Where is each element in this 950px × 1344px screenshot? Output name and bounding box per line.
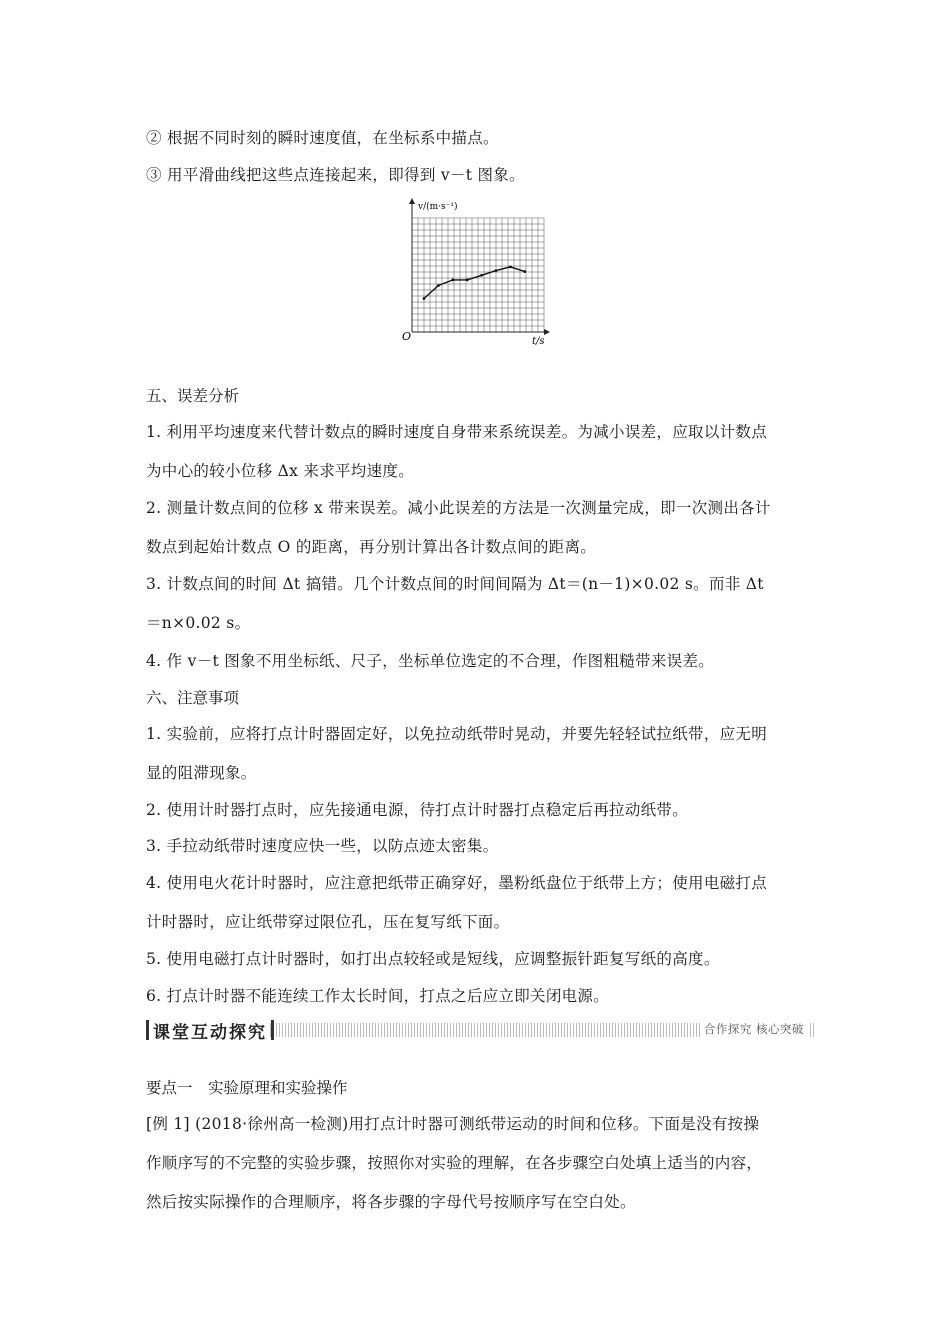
error-item-2b: 数点到起始计数点 O 的距离，再分别计算出各计数点间的距离。 <box>146 538 597 556</box>
note-item-4b: 计时器时，应让纸带穿过限位孔，压在复写纸下面。 <box>146 913 510 931</box>
error-item-2a: 2. 测量计数点间的位移 x 带来误差。减小此误差的方法是一次测量完成，即一次测出各计 <box>146 499 771 517</box>
x-axis-arrow <box>544 329 550 335</box>
y-axis-arrow <box>409 198 415 204</box>
banner-bar-right <box>271 1020 274 1040</box>
example-1-line-b: 作顺序写的不完整的实验步骤，按照你对实验的理解，在各步骤空白处填上适当的内容， <box>146 1154 763 1172</box>
v-t-graph <box>396 196 552 346</box>
data-point <box>423 297 426 300</box>
note-item-6: 6. 打点计时器不能连续工作太长时间，打点之后应立即关闭电源。 <box>146 987 610 1005</box>
note-item-4a: 4. 使用电火花计时器时，应注意把纸带正确穿好，墨粉纸盘位于纸带上方；使用电磁打点 <box>146 874 768 892</box>
data-point <box>495 269 498 272</box>
error-item-1a: 1. 利用平均速度来代替计数点的瞬时速度自身带来系统误差。为减小误差，应取以计数点 <box>146 423 768 441</box>
banner-left <box>146 1018 274 1042</box>
note-item-1b: 显的阻滞现象。 <box>146 764 257 782</box>
data-point <box>523 270 526 273</box>
y-axis-label: v/(m·s⁻¹) <box>418 202 458 212</box>
banner-subtitle: 合作探究 核心突破 <box>700 1021 808 1037</box>
note-item-2: 2. 使用计时器打点时，应先接通电源，待打点计时器打点稳定后再拉动纸带。 <box>146 801 689 819</box>
error-item-3a: 3. 计数点间的时间 Δt 搞错。几个计数点间的时间间隔为 Δt＝(n－1)×0.02 s。而非 Δt <box>146 575 764 593</box>
keypoint-heading: 要点一 实验原理和实验操作 <box>146 1079 348 1097</box>
origin-label: O <box>402 330 412 343</box>
step-3: ③ 用平滑曲线把这些点连接起来，即得到 v－t 图象。 <box>146 166 525 184</box>
note-item-1a: 1. 实验前，应将打点计时器固定好，以免拉动纸带时晃动，并要先轻轻试拉纸带，应无明 <box>146 725 768 743</box>
note-item-5: 5. 使用电磁打点计时器时，如打出点较轻或是短线，应调整振针距复写纸的高度。 <box>146 950 720 968</box>
banner-title: 课堂互动探究 <box>153 1022 267 1043</box>
error-item-3b: ＝n×0.02 s。 <box>146 614 251 632</box>
error-item-1b: 为中心的较小位移 Δx 来求平均速度。 <box>146 462 414 480</box>
data-point <box>509 266 512 269</box>
section-banner <box>146 1018 816 1042</box>
example-1-line-c: 然后按实际操作的合理顺序，将各步骤的字母代号按顺序写在空白处。 <box>146 1193 636 1211</box>
step-2: ② 根据不同时刻的瞬时速度值，在坐标系中描点。 <box>146 129 499 147</box>
data-point <box>480 274 483 277</box>
note-item-3: 3. 手拉动纸带时速度应快一些，以防点迹太密集。 <box>146 837 499 855</box>
grid <box>412 218 544 332</box>
data-point <box>437 284 440 287</box>
data-point <box>451 279 454 282</box>
data-point <box>466 279 469 282</box>
banner-bar <box>146 1020 149 1040</box>
x-axis-label: t/s <box>532 336 545 346</box>
series-line <box>424 267 525 299</box>
section-5-heading: 五、误差分析 <box>146 387 240 405</box>
data-points <box>423 266 527 300</box>
error-item-4: 4. 作 v－t 图象不用坐标纸、尺子，坐标单位选定的不合理，作图粗糙带来误差。 <box>146 652 715 670</box>
section-6-heading: 六、注意事项 <box>146 689 240 707</box>
example-1-line-a: [例 1] (2018·徐州高一检测)用打点计时器可测纸带运动的时间和位移。下面是没有按操 <box>146 1115 760 1133</box>
